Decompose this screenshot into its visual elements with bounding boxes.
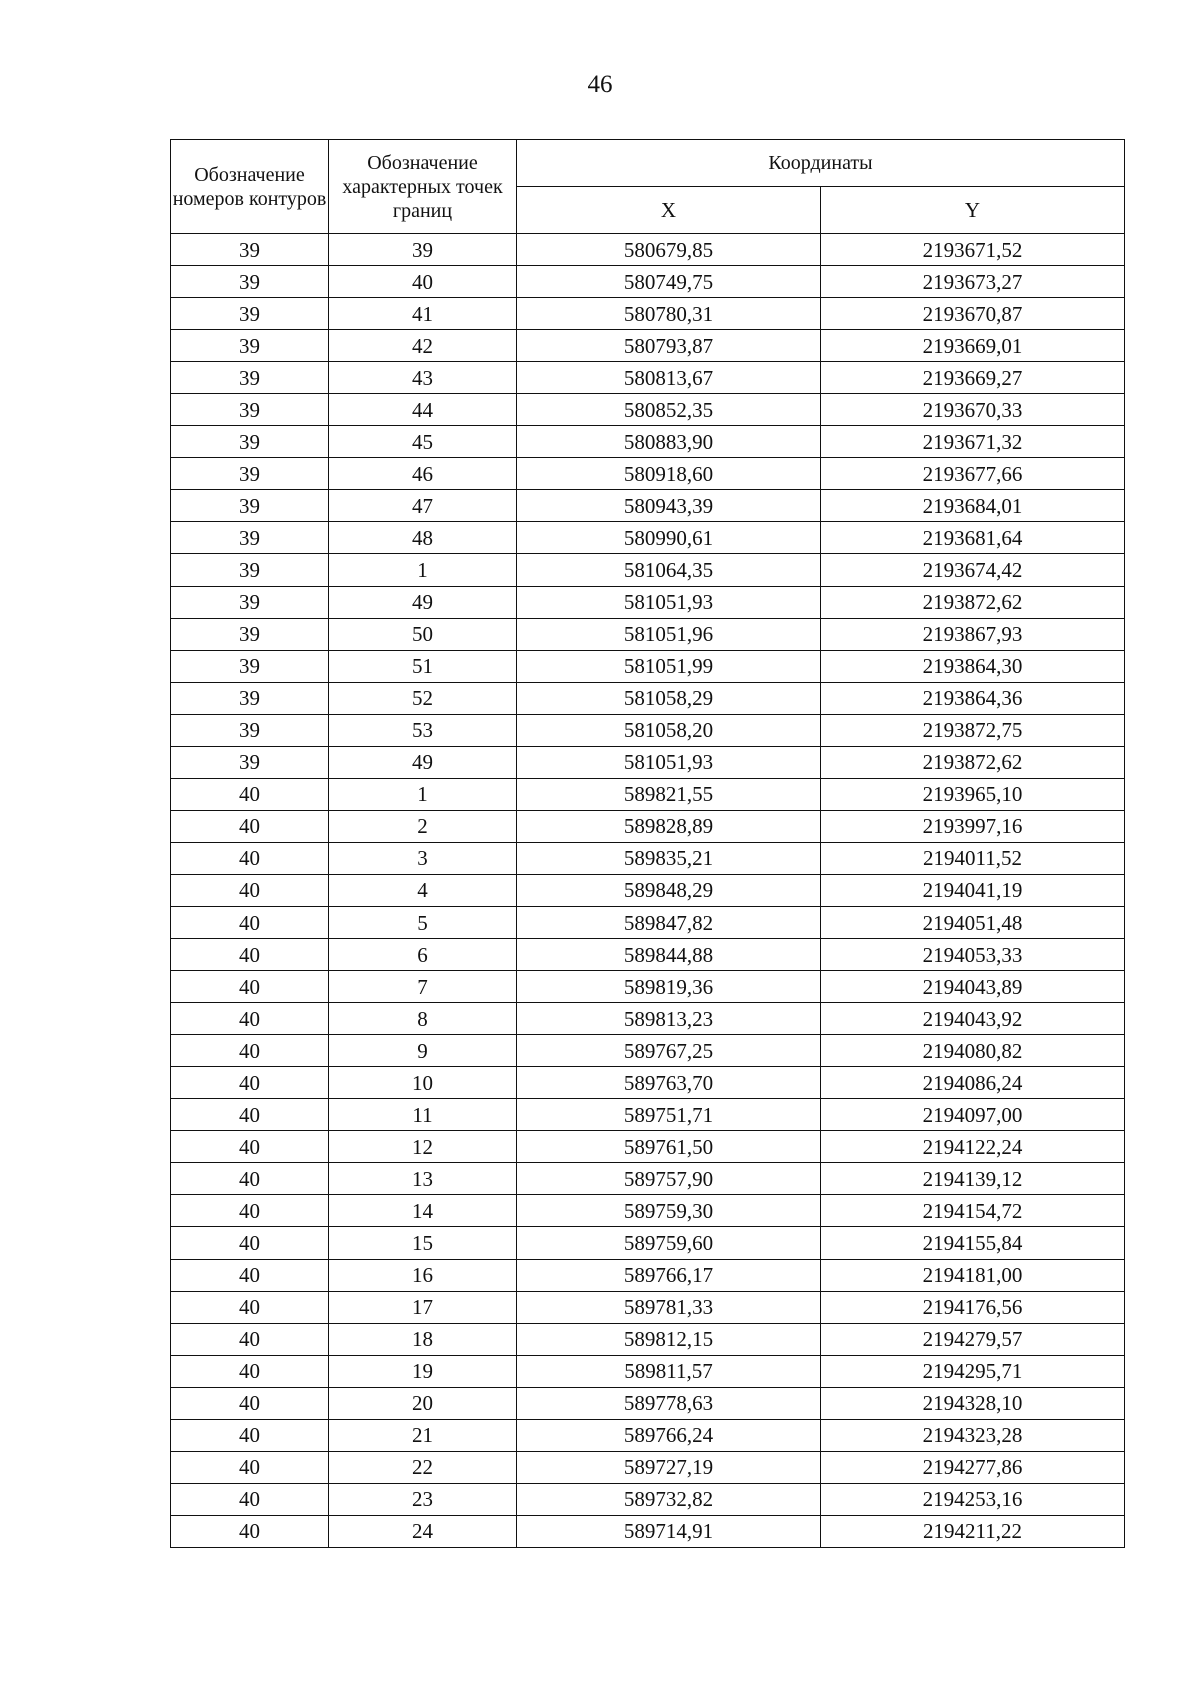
cell-y: 2194279,57: [821, 1323, 1125, 1355]
cell-x: 580852,35: [517, 394, 821, 426]
cell-contour-number: 40: [171, 1291, 329, 1323]
table-row: [171, 586, 1125, 618]
cell-x: 589757,90: [517, 1163, 821, 1195]
cell-contour-number: 40: [171, 939, 329, 971]
table-row: [171, 1163, 1125, 1195]
cell-x: 581051,96: [517, 618, 821, 650]
cell-point-number: 12: [329, 1131, 517, 1163]
cell-x: 589778,63: [517, 1387, 821, 1419]
cell-y: 2194154,72: [821, 1195, 1125, 1227]
cell-x: 581064,35: [517, 554, 821, 586]
table-row: [171, 778, 1125, 810]
cell-x: 581051,93: [517, 746, 821, 778]
cell-point-number: 20: [329, 1387, 517, 1419]
cell-x: 589821,55: [517, 778, 821, 810]
cell-contour-number: 40: [171, 1003, 329, 1035]
cell-contour-number: 39: [171, 586, 329, 618]
cell-x: 581058,20: [517, 714, 821, 746]
cell-y: 2194176,56: [821, 1291, 1125, 1323]
cell-x: 589812,15: [517, 1323, 821, 1355]
cell-contour-number: 40: [171, 1227, 329, 1259]
cell-y: 2193671,52: [821, 234, 1125, 266]
cell-y: 2193671,32: [821, 426, 1125, 458]
cell-y: 2193997,16: [821, 810, 1125, 842]
cell-x: 589759,60: [517, 1227, 821, 1259]
cell-point-number: 24: [329, 1515, 517, 1547]
table-row: [171, 971, 1125, 1003]
cell-point-number: 3: [329, 842, 517, 874]
cell-x: 580943,39: [517, 490, 821, 522]
coordinates-table: [170, 139, 1125, 1548]
cell-point-number: 2: [329, 810, 517, 842]
cell-x: 589811,57: [517, 1355, 821, 1387]
cell-contour-number: 40: [171, 1099, 329, 1131]
table-row: [171, 458, 1125, 490]
cell-contour-number: 39: [171, 490, 329, 522]
cell-contour-number: 39: [171, 298, 329, 330]
cell-y: 2193669,27: [821, 362, 1125, 394]
cell-contour-number: 40: [171, 1259, 329, 1291]
table-row: [171, 874, 1125, 906]
cell-y: 2193872,62: [821, 746, 1125, 778]
cell-x: 589714,91: [517, 1515, 821, 1547]
cell-y: 2194323,28: [821, 1419, 1125, 1451]
cell-contour-number: 39: [171, 394, 329, 426]
cell-y: 2194155,84: [821, 1227, 1125, 1259]
cell-point-number: 50: [329, 618, 517, 650]
cell-y: 2193673,27: [821, 266, 1125, 298]
cell-y: 2194097,00: [821, 1099, 1125, 1131]
cell-point-number: 16: [329, 1259, 517, 1291]
cell-y: 2194181,00: [821, 1259, 1125, 1291]
cell-contour-number: 39: [171, 234, 329, 266]
table-row: [171, 1483, 1125, 1515]
header-coordinates: Координаты: [517, 140, 1125, 187]
cell-point-number: 21: [329, 1419, 517, 1451]
cell-point-number: 10: [329, 1067, 517, 1099]
table-row: [171, 1419, 1125, 1451]
table-row: [171, 1099, 1125, 1131]
cell-point-number: 51: [329, 650, 517, 682]
cell-contour-number: 39: [171, 554, 329, 586]
cell-contour-number: 39: [171, 458, 329, 490]
cell-y: 2194051,48: [821, 906, 1125, 938]
cell-point-number: 4: [329, 874, 517, 906]
cell-point-number: 17: [329, 1291, 517, 1323]
cell-point-number: 49: [329, 746, 517, 778]
cell-y: 2194328,10: [821, 1387, 1125, 1419]
cell-point-number: 6: [329, 939, 517, 971]
cell-contour-number: 40: [171, 1035, 329, 1067]
cell-x: 589759,30: [517, 1195, 821, 1227]
cell-y: 2194086,24: [821, 1067, 1125, 1099]
cell-contour-number: 39: [171, 426, 329, 458]
cell-point-number: 23: [329, 1483, 517, 1515]
cell-point-number: 52: [329, 682, 517, 714]
cell-point-number: 47: [329, 490, 517, 522]
cell-contour-number: 40: [171, 1163, 329, 1195]
cell-y: 2193872,62: [821, 586, 1125, 618]
cell-y: 2194211,22: [821, 1515, 1125, 1547]
cell-point-number: 11: [329, 1099, 517, 1131]
cell-x: 580793,87: [517, 330, 821, 362]
page-number: 46: [587, 71, 613, 98]
cell-point-number: 8: [329, 1003, 517, 1035]
table-row: [171, 618, 1125, 650]
cell-x: 581058,29: [517, 682, 821, 714]
cell-y: 2194043,92: [821, 1003, 1125, 1035]
cell-x: 589781,33: [517, 1291, 821, 1323]
cell-point-number: 49: [329, 586, 517, 618]
cell-point-number: 53: [329, 714, 517, 746]
cell-x: 589727,19: [517, 1451, 821, 1483]
cell-x: 589828,89: [517, 810, 821, 842]
cell-y: 2194277,86: [821, 1451, 1125, 1483]
table-row: [171, 1227, 1125, 1259]
cell-y: 2193669,01: [821, 330, 1125, 362]
table-row: [171, 1067, 1125, 1099]
cell-contour-number: 39: [171, 522, 329, 554]
cell-y: 2194043,89: [821, 971, 1125, 1003]
cell-y: 2193670,87: [821, 298, 1125, 330]
table-row: [171, 490, 1125, 522]
cell-y: 2194139,12: [821, 1163, 1125, 1195]
cell-contour-number: 40: [171, 1483, 329, 1515]
table-row: [171, 906, 1125, 938]
table-row: [171, 746, 1125, 778]
cell-x: 589813,23: [517, 1003, 821, 1035]
cell-contour-number: 39: [171, 682, 329, 714]
table-row: [171, 1259, 1125, 1291]
header-y: Y: [821, 187, 1125, 234]
cell-y: 2193965,10: [821, 778, 1125, 810]
cell-contour-number: 39: [171, 330, 329, 362]
cell-point-number: 41: [329, 298, 517, 330]
header-contour-number: Обозначение номеров контуров: [171, 140, 329, 234]
cell-contour-number: 40: [171, 971, 329, 1003]
table-row: [171, 298, 1125, 330]
cell-y: 2193867,93: [821, 618, 1125, 650]
cell-contour-number: 39: [171, 746, 329, 778]
cell-y: 2193864,36: [821, 682, 1125, 714]
cell-contour-number: 40: [171, 842, 329, 874]
table-row: [171, 234, 1125, 266]
cell-point-number: 1: [329, 554, 517, 586]
table-row: [171, 1515, 1125, 1547]
table-row: [171, 1003, 1125, 1035]
cell-contour-number: 39: [171, 714, 329, 746]
cell-contour-number: 39: [171, 650, 329, 682]
cell-contour-number: 40: [171, 1355, 329, 1387]
cell-y: 2194295,71: [821, 1355, 1125, 1387]
table-row: [171, 1131, 1125, 1163]
table-row: [171, 714, 1125, 746]
cell-x: 580749,75: [517, 266, 821, 298]
cell-point-number: 46: [329, 458, 517, 490]
cell-x: 589848,29: [517, 874, 821, 906]
cell-point-number: 45: [329, 426, 517, 458]
cell-contour-number: 40: [171, 874, 329, 906]
table-row: [171, 362, 1125, 394]
cell-x: 580990,61: [517, 522, 821, 554]
cell-y: 2194053,33: [821, 939, 1125, 971]
table-row: [171, 1387, 1125, 1419]
table-row: [171, 1451, 1125, 1483]
cell-point-number: 13: [329, 1163, 517, 1195]
cell-point-number: 18: [329, 1323, 517, 1355]
cell-y: 2193864,30: [821, 650, 1125, 682]
cell-point-number: 39: [329, 234, 517, 266]
table-row: [171, 522, 1125, 554]
cell-point-number: 42: [329, 330, 517, 362]
table-row: [171, 330, 1125, 362]
cell-point-number: 14: [329, 1195, 517, 1227]
table-row: [171, 842, 1125, 874]
cell-x: 589732,82: [517, 1483, 821, 1515]
cell-point-number: 7: [329, 971, 517, 1003]
cell-x: 580780,31: [517, 298, 821, 330]
table-row: [171, 682, 1125, 714]
cell-x: 580813,67: [517, 362, 821, 394]
cell-y: 2193684,01: [821, 490, 1125, 522]
cell-y: 2193681,64: [821, 522, 1125, 554]
cell-contour-number: 40: [171, 1323, 329, 1355]
cell-x: 580679,85: [517, 234, 821, 266]
cell-point-number: 48: [329, 522, 517, 554]
cell-y: 2193670,33: [821, 394, 1125, 426]
cell-x: 581051,99: [517, 650, 821, 682]
cell-x: 589766,24: [517, 1419, 821, 1451]
cell-y: 2193674,42: [821, 554, 1125, 586]
table-row: [171, 939, 1125, 971]
cell-contour-number: 40: [171, 1451, 329, 1483]
cell-point-number: 5: [329, 906, 517, 938]
cell-contour-number: 40: [171, 1387, 329, 1419]
cell-x: 589751,71: [517, 1099, 821, 1131]
cell-contour-number: 39: [171, 618, 329, 650]
table-row: [171, 1035, 1125, 1067]
cell-x: 589767,25: [517, 1035, 821, 1067]
cell-x: 589844,88: [517, 939, 821, 971]
cell-x: 580883,90: [517, 426, 821, 458]
cell-contour-number: 40: [171, 1419, 329, 1451]
cell-contour-number: 40: [171, 1067, 329, 1099]
cell-y: 2194041,19: [821, 874, 1125, 906]
cell-contour-number: 40: [171, 810, 329, 842]
cell-y: 2193677,66: [821, 458, 1125, 490]
cell-contour-number: 40: [171, 906, 329, 938]
cell-point-number: 1: [329, 778, 517, 810]
cell-y: 2194253,16: [821, 1483, 1125, 1515]
cell-point-number: 40: [329, 266, 517, 298]
table-row: [171, 266, 1125, 298]
table-row: [171, 1355, 1125, 1387]
cell-y: 2194011,52: [821, 842, 1125, 874]
cell-contour-number: 40: [171, 1195, 329, 1227]
cell-y: 2194122,24: [821, 1131, 1125, 1163]
cell-contour-number: 40: [171, 1131, 329, 1163]
table-row: [171, 1323, 1125, 1355]
cell-point-number: 44: [329, 394, 517, 426]
table-row: [171, 810, 1125, 842]
cell-point-number: 22: [329, 1451, 517, 1483]
cell-contour-number: 40: [171, 1515, 329, 1547]
cell-x: 589835,21: [517, 842, 821, 874]
cell-x: 589761,50: [517, 1131, 821, 1163]
cell-contour-number: 40: [171, 778, 329, 810]
cell-x: 589766,17: [517, 1259, 821, 1291]
table-row: [171, 394, 1125, 426]
cell-contour-number: 39: [171, 266, 329, 298]
cell-x: 589819,36: [517, 971, 821, 1003]
cell-point-number: 19: [329, 1355, 517, 1387]
table-row: [171, 554, 1125, 586]
table-row: [171, 426, 1125, 458]
table-row: [171, 1291, 1125, 1323]
cell-x: 589763,70: [517, 1067, 821, 1099]
cell-x: 589847,82: [517, 906, 821, 938]
cell-y: 2194080,82: [821, 1035, 1125, 1067]
header-x: X: [517, 187, 821, 234]
cell-point-number: 15: [329, 1227, 517, 1259]
cell-y: 2193872,75: [821, 714, 1125, 746]
cell-point-number: 9: [329, 1035, 517, 1067]
cell-contour-number: 39: [171, 362, 329, 394]
cell-x: 580918,60: [517, 458, 821, 490]
table-row: [171, 1195, 1125, 1227]
cell-point-number: 43: [329, 362, 517, 394]
table-row: [171, 650, 1125, 682]
cell-x: 581051,93: [517, 586, 821, 618]
header-boundary-point: Обозначение характерных точек границ: [329, 140, 517, 234]
